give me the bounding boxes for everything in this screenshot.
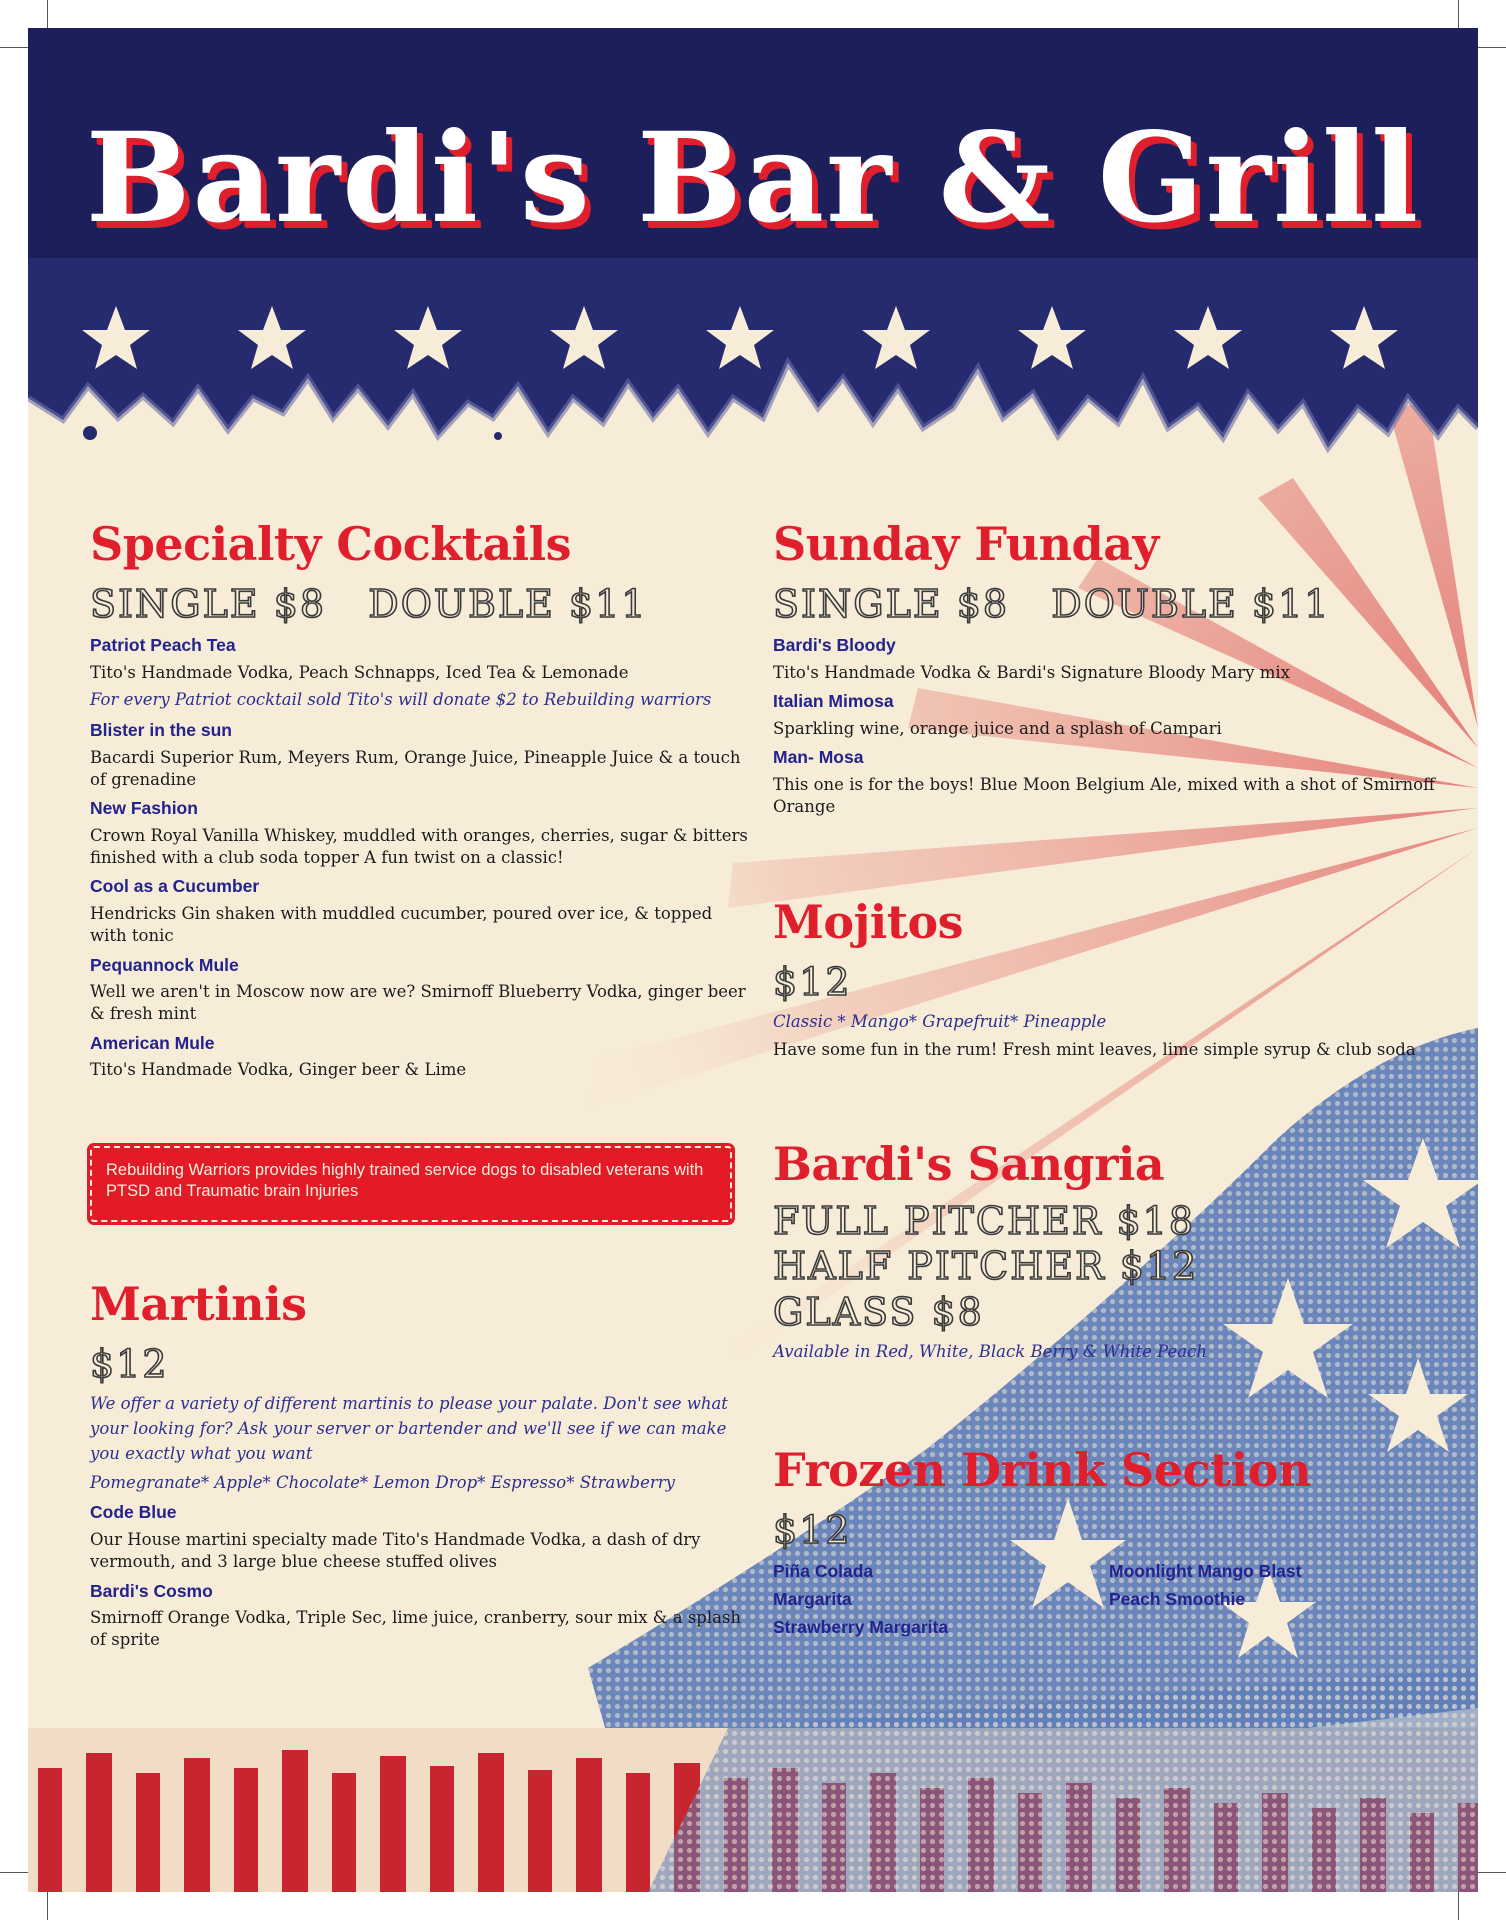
- sunday-section: [773, 518, 1453, 818]
- item-desc: Tito's Handmade Vodka & Bardi's Signature Bloody Mary mix: [773, 663, 1290, 683]
- restaurant-title: Bardi's Bar & Grill: [85, 106, 1421, 251]
- frozen-item: Peach Smoothie: [1109, 1589, 1246, 1610]
- mojitos-desc: Have some fun in the rum! Fresh mint leaves, lime simple syrup & club soda: [773, 1040, 1416, 1060]
- item-name: Man- Mosa: [773, 747, 864, 768]
- sangria-price: HALF PITCHER $12: [773, 1244, 1199, 1289]
- star-icon: [706, 306, 774, 369]
- star-icon: [862, 306, 930, 369]
- item-desc: Our House martini specialty made Tito's Handmade Vodka, a dash of dry vermouth, and 3 large blue cheese stuffed olives: [90, 1530, 701, 1572]
- item-name: Patriot Peach Tea: [90, 635, 236, 656]
- frozen-heading: Frozen Drink Section: [773, 1443, 1311, 1497]
- charity-banner-text: Rebuilding Warriors provides highly trained service dogs to disabled veterans with PTSD and Traumatic brain Injuries: [106, 1161, 704, 1201]
- item-name: Italian Mimosa: [773, 691, 894, 712]
- martinis-section: [90, 1278, 750, 1652]
- star-icon: [394, 306, 462, 369]
- sangria-note: Available in Red, White, Black Berry & White Peach: [773, 1341, 1208, 1361]
- specialty-price: SINGLE $8 DOUBLE $11: [90, 581, 648, 626]
- star-icon: [1174, 306, 1242, 369]
- item-desc: Tito's Handmade Vodka, Peach Schnapps, Iced Tea & Lemonade: [90, 663, 629, 683]
- menu-sheet: [28, 28, 1478, 1892]
- martinis-flavors: Pomegranate* Apple* Chocolate* Lemon Drop* Espresso* Strawberry: [90, 1472, 675, 1492]
- mojitos-flavors: Classic * Mango* Grapefruit* Pineapple: [773, 1012, 1107, 1032]
- mojitos-price: $12: [773, 959, 852, 1004]
- item-name: Pequannock Mule: [90, 954, 239, 975]
- item-desc: Hendricks Gin shaken with muddled cucumber, poured over ice, & topped with tonic: [90, 903, 713, 946]
- sangria-price: GLASS $8: [773, 1290, 984, 1335]
- sangria-price: FULL PITCHER $18: [773, 1198, 1196, 1243]
- frozen-price: $12: [773, 1507, 852, 1552]
- mojitos-section: [773, 896, 1453, 1061]
- frozen-section: [773, 1444, 1453, 1639]
- frozen-item: Moonlight Mango Blast: [1109, 1561, 1302, 1582]
- item-name: Blister in the sun: [90, 720, 232, 741]
- item-name: American Mule: [90, 1032, 215, 1053]
- item-desc: Sparkling wine, orange juice and a splash of Campari: [773, 718, 1222, 738]
- item-desc: Crown Royal Vanilla Whiskey, muddled with oranges, cherries, sugar & bitters finished with a club soda topper A fun twist on a classic!: [90, 825, 748, 868]
- star-icon: [550, 306, 618, 369]
- frozen-list: [773, 1560, 1453, 1639]
- star-icon: [238, 306, 306, 369]
- item-name: Bardi's Bloody: [773, 635, 896, 656]
- star-icon: [1330, 306, 1398, 369]
- item-name: Cool as a Cucumber: [90, 876, 260, 897]
- sangria-heading: Bardi's Sangria: [773, 1137, 1165, 1191]
- item-desc: Bacardi Superior Rum, Meyers Rum, Orange Juice, Pineapple Juice & a touch of grenadine: [90, 747, 741, 789]
- item-desc: This one is for the boys! Blue Moon Belgium Ale, mixed with a shot of Smirnoff Orange: [773, 774, 1435, 817]
- item-name: Code Blue: [90, 1502, 177, 1523]
- sunday-heading: Sunday Funday: [773, 517, 1159, 571]
- charity-banner: [90, 1146, 732, 1222]
- martinis-heading: Martinis: [90, 1277, 307, 1331]
- martinis-price: $12: [90, 1341, 169, 1386]
- specialty-heading: Specialty Cocktails: [90, 517, 571, 571]
- left-column: [90, 518, 750, 1082]
- frozen-item: Piña Colada: [773, 1561, 874, 1582]
- frozen-item: Margarita: [773, 1589, 852, 1610]
- header-stars: [28, 300, 1478, 380]
- item-desc: Smirnoff Orange Vodka, Triple Sec, lime juice, cranberry, sour mix & a splash of sprite: [90, 1608, 742, 1650]
- frozen-item: Strawberry Margarita: [773, 1616, 949, 1637]
- item-name: New Fashion: [90, 798, 198, 819]
- item-desc: Tito's Handmade Vodka, Ginger beer & Lime: [90, 1060, 467, 1080]
- star-icon: [1018, 306, 1086, 369]
- header-ink-fringe: [28, 258, 1478, 518]
- item-note: For every Patriot cocktail sold Tito's will donate $2 to Rebuilding warriors: [90, 690, 712, 710]
- item-name: Bardi's Cosmo: [90, 1580, 213, 1601]
- sangria-section: [773, 1138, 1453, 1364]
- sunday-price: SINGLE $8 DOUBLE $11: [773, 581, 1331, 626]
- martinis-note: We offer a variety of different martinis to please your palate. Don't see what your looking for? Ask your server or bartender and we'll see if we can make you exactly what you want: [90, 1394, 728, 1463]
- star-icon: [82, 306, 150, 369]
- item-desc: Well we aren't in Moscow now are we? Smirnoff Blueberry Vodka, ginger beer & fresh mint: [90, 982, 746, 1024]
- mojitos-heading: Mojitos: [773, 895, 964, 949]
